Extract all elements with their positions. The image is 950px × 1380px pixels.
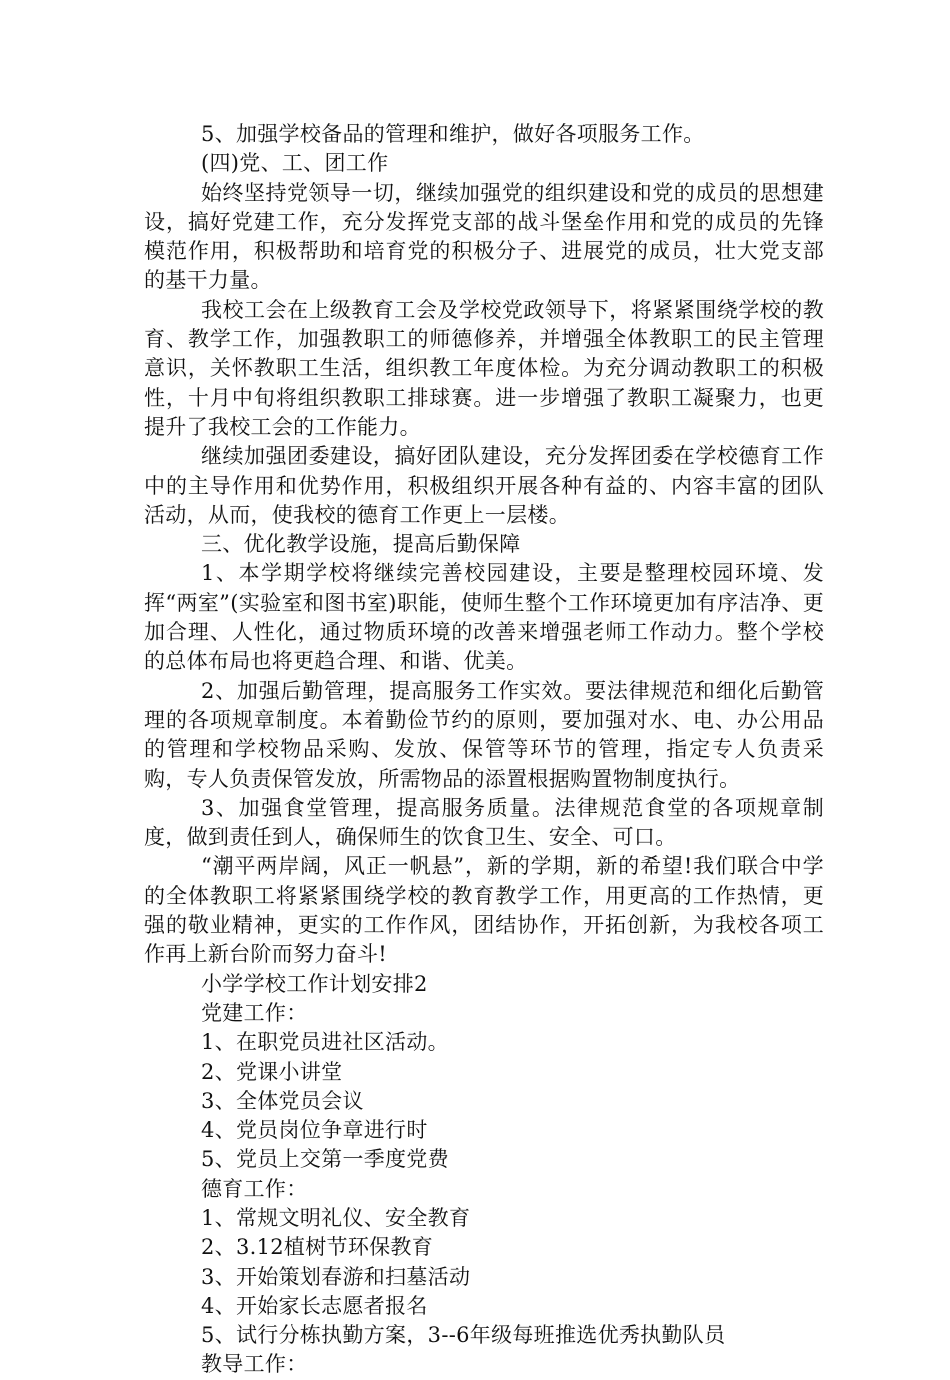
section-heading: 德育工作： xyxy=(201,1176,308,1201)
list-item: 3、开始策划春游和扫墓活动 xyxy=(201,1264,471,1289)
paragraph: “潮平两岸阔，风正一帆悬”，新的学期，新的希望!我们联合中学的全体教职工将紧紧围绕学校的教育教学工作，用更高的工作热情，更强的敬业精神，更实的工作作风，团结协作，开拓创新，为我校各项工作再上新台阶而努力奋斗! xyxy=(144,854,824,967)
paragraph: 1、本学期学校将继续完善校园建设，主要是整理校园环境、发挥“两室”(实验室和图书室)职能，使师生整个工作环境更加有序洁净、更加合理、人性化，通过物质环境的改善来增强老师工作动力。整个学校的总体布局也将更趋合理、和谐、优美。 xyxy=(144,561,824,674)
list-item: 3、全体党员会议 xyxy=(201,1088,364,1113)
list-item: 2、3.12植树节环保教育 xyxy=(201,1235,434,1260)
list-item: 2、党课小讲堂 xyxy=(201,1059,343,1084)
section-heading: 三、优化教学设施，提高后勤保障 xyxy=(201,532,521,557)
paragraph: 我校工会在上级教育工会及学校党政领导下，将紧紧围绕学校的教育、教学工作，加强教职工的师德修养，并增强全体教职工的民主管理意识，关怀教职工生活，组织教工年度体检。为充分调动教职工的积极性，十月中旬将组织教职工排球赛。进一步增强了教职工凝聚力，也更提升了我校工会的工作能力。 xyxy=(144,297,824,439)
list-item: 1、常规文明礼仪、安全教育 xyxy=(201,1205,471,1230)
list-item: 5、试行分栋执勤方案，3--6年级每班推选优秀执勤队员 xyxy=(201,1323,726,1348)
section-heading: 党建工作： xyxy=(201,1000,308,1025)
section-heading: (四)党、工、团工作 xyxy=(201,151,389,176)
paragraph: 3、加强食堂管理，提高服务质量。法律规范食堂的各项规章制度，做到责任到人，确保师生的饮食卫生、安全、可口。 xyxy=(144,795,824,850)
list-item: 5、加强学校备品的管理和维护，做好各项服务工作。 xyxy=(201,122,705,146)
document-title: 小学学校工作计划安排2 xyxy=(201,971,428,996)
paragraph: 2、加强后勤管理，提高服务工作实效。要法律规范和细化后勤管理的各项规章制度。本着勤俭节约的原则，要加强对水、电、办公用品的管理和学校物品采购、发放、保管等环节的管理，指定专人负责采购，专人负责保管发放，所需物品的添置根据购置物制度执行。 xyxy=(144,678,824,791)
list-item: 4、党员岗位争章进行时 xyxy=(201,1118,428,1143)
section-heading: 教导工作： xyxy=(201,1352,308,1377)
document-body xyxy=(144,120,824,1380)
list-item: 5、党员上交第一季度党费 xyxy=(201,1147,449,1172)
list-item: 1、在职党员进社区活动。 xyxy=(201,1030,449,1055)
paragraph: 继续加强团委建设，搞好团队建设，充分发挥团委在学校德育工作中的主导作用和优势作用，积极组织开展各种有益的、内容丰富的团队活动，从而，使我校的德育工作更上一层楼。 xyxy=(144,444,824,527)
list-item: 4、开始家长志愿者报名 xyxy=(201,1293,428,1318)
paragraph: 始终坚持党领导一切，继续加强党的组织建设和党的成员的思想建设，搞好党建工作，充分发挥党支部的战斗堡垒作用和党的成员的先锋模范作用，积极帮助和培育党的积极分子、进展党的成员，壮大党支部的基干力量。 xyxy=(144,180,824,293)
